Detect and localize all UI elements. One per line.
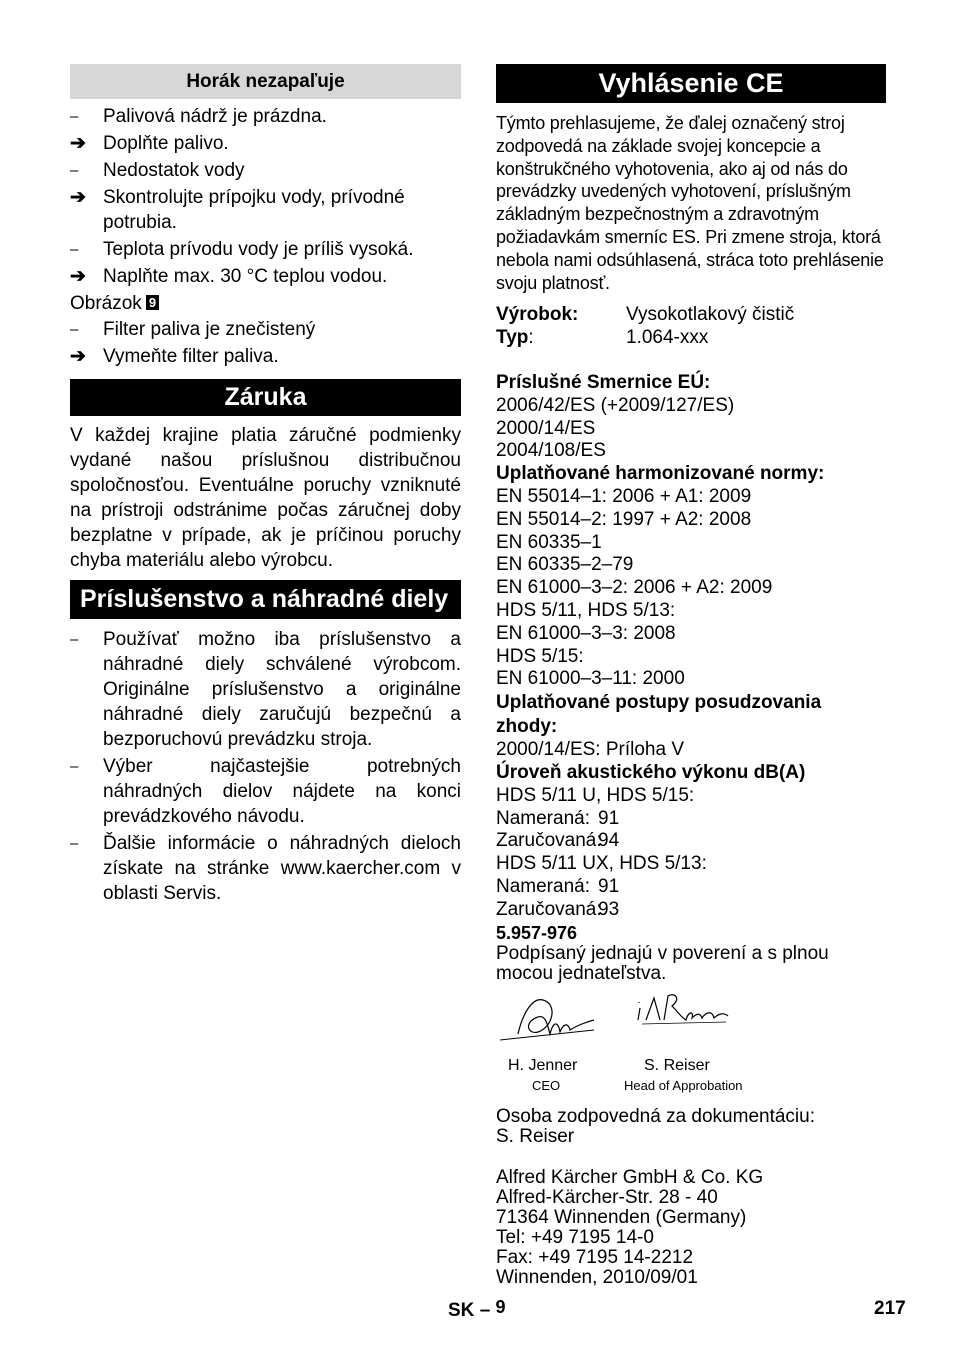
- list-item-text: Naplňte max. 30 °C teplou vodou.: [103, 266, 388, 287]
- product-value: Vysokotlakový čistič: [626, 304, 795, 326]
- list-item: [70, 264, 461, 289]
- footer-language: SK: [448, 1300, 475, 1321]
- list-item-text: Palivová nádrž je prázdna.: [103, 106, 327, 127]
- list-item-text: Doplňte palivo.: [103, 133, 229, 154]
- footer-section-ref: [448, 1297, 506, 1322]
- arrow-right-icon: ➔: [70, 266, 86, 287]
- right-column: [496, 64, 886, 1288]
- arrow-right-icon: ➔: [70, 346, 86, 367]
- dash-bullet: –: [70, 321, 79, 338]
- sound-guaranteed-row: [496, 830, 886, 853]
- text-line: EN 61000–3–11: 2000: [496, 668, 685, 690]
- burner-troubleshooting-list: [70, 104, 461, 289]
- sound-label: Nameraná:: [496, 807, 590, 829]
- type-label: Typ: [496, 327, 529, 349]
- accessories-list: [70, 627, 461, 906]
- norms-heading: Uplatňované harmonizované normy:: [496, 463, 825, 485]
- list-item-text: Skontrolujte prípojku vody, prívodné potrubia.: [103, 187, 405, 233]
- list-item-text: Nedostatok vody: [103, 160, 245, 181]
- figure-label: Obrázok: [70, 293, 142, 314]
- text-line: EN 55014–1: 2006 + A1: 2009: [496, 485, 752, 507]
- responsible-name: S. Reiser: [496, 1126, 575, 1148]
- text-line: EN 55014–2: 1997 + A2: 2008: [496, 508, 752, 530]
- dash-bullet: –: [70, 631, 79, 648]
- text-line: HDS 5/11, HDS 5/13:: [496, 599, 676, 621]
- text-line: Alfred Kärcher GmbH & Co. KG: [496, 1167, 764, 1189]
- text-line: 71364 Winnenden (Germany): [496, 1207, 747, 1229]
- dash-bullet: –: [70, 162, 79, 179]
- signer-name-1: H. Jenner: [508, 1057, 578, 1075]
- list-item: [70, 237, 461, 262]
- company-address: [496, 1168, 886, 1288]
- sound-label: Zaručovaná:: [496, 898, 602, 920]
- type-row: [496, 327, 886, 350]
- type-value: 1.064-xxx: [626, 327, 709, 349]
- list-item: [70, 344, 461, 369]
- signature-reiser-image: [634, 990, 730, 1032]
- procedures-text: 2000/14/ES: Príloha V: [496, 739, 685, 761]
- left-column: [70, 64, 461, 908]
- list-item: [70, 158, 461, 183]
- list-item: [70, 317, 461, 342]
- text-line: Alfred-Kärcher-Str. 28 - 40: [496, 1187, 718, 1209]
- sound-value: 94: [598, 830, 620, 852]
- ce-declaration-text: Týmto prehlasujeme, že ďalej označený stroj zodpovedá na základe svojej koncepcie a konštrukčného vyhotovenia, ako aj od nás do prevádzky uvedených vyhotovení, príslušným základným bezpečnostným a zdravotným požiadavkám smerníc ES. Pri zmene stroja, ktorá nebola nami odsúhlasená, stráca toto prehlásenie svoju platnosť.: [496, 113, 884, 293]
- list-item: [70, 131, 461, 156]
- dash-bullet: –: [70, 835, 79, 852]
- directives-heading: Príslušné Smernice EÚ:: [496, 371, 711, 393]
- warranty-text: V každej krajine platia záručné podmienky vydané našou príslušnou distribučnou spoločnosťou. Eventuálne poruchy vzniknuté na prístroji odstránime počas záručnej doby bezplatne v prípade, ak je príčinou poruchy chyba materiálu alebo výrobcu.: [70, 425, 461, 571]
- list-item-text: Ďalšie informácie o náhradných dieloch získate na stránke www.kaercher.com v oblasti Servis.: [103, 833, 461, 904]
- text-line: EN 61000–3–2: 2006 + A2: 2009: [496, 577, 773, 599]
- product-row: [496, 304, 886, 327]
- footer-section-page: 9: [495, 1297, 506, 1317]
- section-heading-accessories: Príslušenstvo a náhradné diely: [70, 580, 461, 619]
- list-item-text: Filter paliva je znečistený: [103, 319, 316, 340]
- list-item-text: Teplota prívodu vody je príliš vysoká.: [103, 239, 414, 260]
- sound-models: HDS 5/11 U, HDS 5/15:: [496, 784, 695, 806]
- signer-name-2: S. Reiser: [644, 1057, 710, 1075]
- section-heading-burner: Horák nezapaľuje: [70, 64, 461, 99]
- sound-value: 93: [598, 898, 620, 920]
- type-colon: :: [528, 327, 534, 349]
- section-heading-ce: Vyhlásenie CE: [496, 64, 886, 103]
- sound-value: 91: [598, 807, 620, 829]
- list-item: [70, 831, 461, 906]
- text-line: Fax: +49 7195 14-2212: [496, 1247, 694, 1269]
- sound-label: Nameraná:: [496, 875, 590, 897]
- sound-level-list: [496, 785, 886, 922]
- directives-list: [496, 395, 886, 463]
- sound-label: Zaručovaná:: [496, 830, 602, 852]
- signer-title-2: Head of Approbation: [624, 1078, 743, 1094]
- arrow-right-icon: ➔: [70, 133, 86, 154]
- sound-models: HDS 5/11 UX, HDS 5/13:: [496, 853, 707, 875]
- text-line: EN 60335–1: [496, 531, 602, 553]
- list-item: [70, 185, 461, 235]
- sound-guaranteed-row: [496, 899, 886, 922]
- dash-bullet: –: [70, 241, 79, 258]
- procedures-heading: Uplatňované postupy posudzovania zhody:: [496, 692, 822, 738]
- signer-title-1: CEO: [532, 1078, 561, 1094]
- text-line: 2004/108/ES: [496, 440, 606, 462]
- dash-bullet: –: [70, 108, 79, 125]
- list-item: [70, 754, 461, 829]
- text-line: Tel: +49 7195 14-0: [496, 1227, 654, 1249]
- list-item: [70, 104, 461, 129]
- list-item: [70, 627, 461, 752]
- document-number: 5.957-976: [496, 922, 578, 943]
- signature-jenner-image: [498, 992, 598, 1042]
- text-line: HDS 5/15:: [496, 645, 584, 667]
- text-line: 2000/14/ES: [496, 417, 596, 439]
- list-item-text: Výber najčastejšie potrebných náhradných dielov nájdete na konci prevádzkového návodu.: [103, 756, 461, 827]
- filter-troubleshooting-list: [70, 317, 461, 369]
- norms-list: [496, 486, 886, 691]
- figure-number-badge: 9: [146, 295, 159, 310]
- product-label: Výrobok:: [496, 304, 579, 326]
- list-item-text: Používať možno iba príslušenstvo a náhradné diely schválené výrobcom. Originálne príslušenstvo a originálne náhradné diely zaručujú bezpečnú a bezporuchovú prevádzku stroja.: [103, 629, 461, 750]
- list-item-text: Vymeňte filter paliva.: [103, 346, 279, 367]
- text-line: Winnenden, 2010/09/01: [496, 1267, 698, 1289]
- signed-text: Podpísaný jednajú v poverení a s plnou mocou jednateľstva.: [496, 943, 829, 985]
- sound-value: 91: [598, 875, 620, 897]
- sound-measured-row: [496, 808, 886, 831]
- figure-reference: [70, 291, 461, 317]
- signatures-block: [496, 984, 886, 1094]
- sound-heading: Úroveň akustického výkonu dB(A): [496, 761, 806, 783]
- page-number: 217: [874, 1298, 906, 1319]
- text-line: EN 61000–3–3: 2008: [496, 622, 676, 644]
- arrow-right-icon: ➔: [70, 187, 86, 208]
- text-line: 2006/42/ES (+2009/127/ES): [496, 394, 735, 416]
- text-line: EN 60335–2–79: [496, 554, 634, 576]
- dash-bullet: –: [70, 758, 79, 775]
- footer-dash: –: [479, 1300, 491, 1321]
- sound-measured-row: [496, 876, 886, 899]
- responsible-label: Osoba zodpovedná za dokumentáciu:: [496, 1106, 815, 1128]
- section-heading-warranty: Záruka: [70, 379, 461, 416]
